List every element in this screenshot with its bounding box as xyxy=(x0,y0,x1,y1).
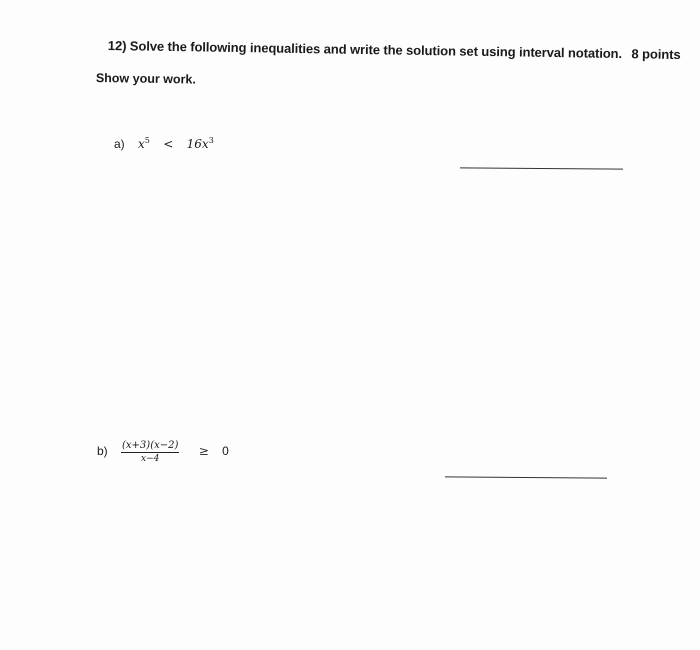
answer-line-b[interactable] xyxy=(445,476,607,478)
problem-a-lhs: $x^5$ xyxy=(138,136,150,151)
problem-a xyxy=(114,136,214,151)
question-text: 12) Solve the following inequalities and write the solution set using interval notation. xyxy=(107,38,623,62)
problem-b-numerator: (x+3)(x−2) xyxy=(122,440,179,451)
problem-a-relation: < xyxy=(163,137,174,151)
problem-b-denominator: x−4 xyxy=(141,454,160,464)
instruction-text: Show your work. xyxy=(95,71,197,87)
problem-b xyxy=(97,440,229,464)
problem-b-label: b) xyxy=(97,444,108,459)
points-label: 8 points xyxy=(631,46,681,62)
problem-b-relation: ≥ xyxy=(198,444,209,459)
answer-line-a[interactable] xyxy=(460,167,623,169)
question-header xyxy=(108,38,681,62)
problem-b-fraction xyxy=(121,440,179,464)
problem-b-rhs: 0 xyxy=(222,444,229,459)
problem-a-label: a) xyxy=(114,137,125,151)
problem-a-rhs: $16x^3$ xyxy=(186,136,214,151)
